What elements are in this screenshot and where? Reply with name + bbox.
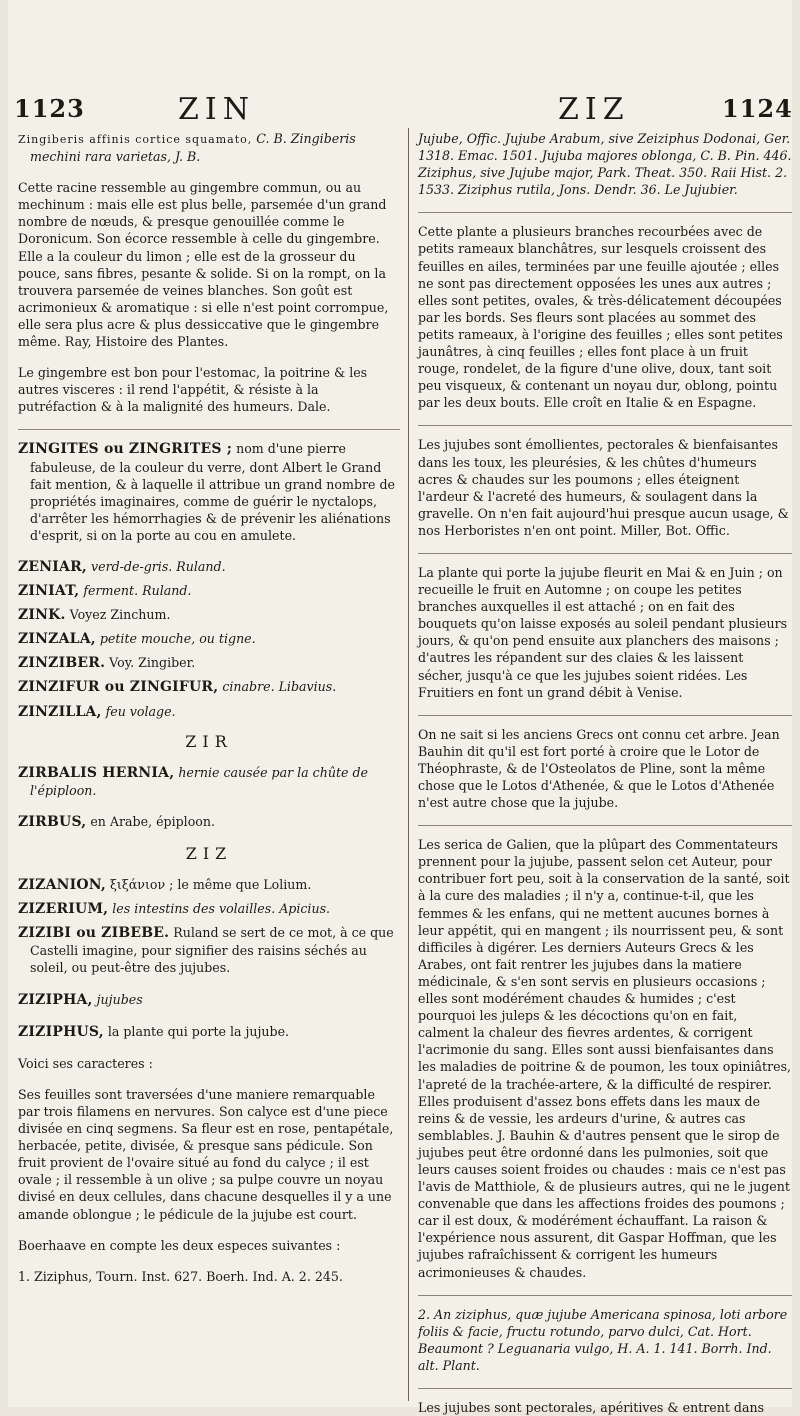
entry-zinziber xyxy=(18,654,400,672)
paragraph: Les jujubes sont pectorales, apéritives & entrent dans xyxy=(418,1400,765,1415)
right-running-head: ZIZ xyxy=(558,92,630,127)
entry-headword: ZINZIFUR ou ZINGIFUR, xyxy=(18,679,219,696)
entry-zinzala xyxy=(18,630,400,648)
entry-text: C. B. Zingiberis mechini rara varietas, J. B. xyxy=(30,131,356,165)
entry-headword: ZINZILLA, xyxy=(18,703,102,720)
entry-text: Voy. Zingiber. xyxy=(109,655,196,671)
paragraph: Cette plante a plusieurs branches recourbées avec de petits rameaux blanchâtres, sur lesquels croissent des feuilles en ailes, terminées par une feuille ajoutée ; elles ne sont pas directement opposées les unes aux autres ; elles sont petites, ovales, & très-délicatement découpées par les bords. Ses fleurs sont placées au sommet des petits rameaux, à l'origine des feuilles ; elles sont petites jaunâtres, à cinq feuilles ; elles font place à un fruit rouge, rondelet, de la figure d'une olive, doux, tant soit peu visqueux, & contenant un noyau dur, oblong, pointu par les deux bouts. Elle croît en Italie & en Espagne. xyxy=(418,224,783,411)
paragraph: Ses feuilles sont traversées d'une maniere remarquable par trois filamens en nervures. Son calyce est d'une piece divisée en cinq segmens. Sa fleur est en rose, pentapétale, herbacée, petite, divisée, & presque sans pédicule. Son fruit provient de l'ovaire situé au fond du calyce ; il est ovale ; il ressemble à un olive ; sa pulpe couvre un noyau divisé en deux cellules, dans chacune desquelles il y a une amande oblongue ; le pédicule de la jujube est court. xyxy=(18,1086,394,1222)
paragraph: Jujube, Offic. Jujube Arabum, sive Zeiziphus Dodonai, Ger. 1318. Emac. 1501. Jujuba majores oblonga, C. B. Pin. 446. Ziziphus, sive Jujube major, Park. Theat. 350. Raii Hist. 2. 1533. Ziziphus rutila, Jons. Dendr. 36. Le Jujubier. xyxy=(418,131,792,198)
paragraph: Le gingembre est bon pour l'estomac, la poitrine & les autres visceres : il rend l'appétit, & résiste à la putréfaction & à la malignité des humeurs. Dale. xyxy=(18,365,368,415)
left-running-head: ZIN xyxy=(178,92,255,127)
entry-headword: ZIZIPHUS, xyxy=(18,1023,104,1040)
entry-headword: ZIZIPHA, xyxy=(18,991,93,1008)
entry-text: nom d'une pierre fabuleuse, de la couleur du verre, dont Albert le Grand fait mention, & à laquelle il attribue un grand nombre de propriétés imaginaires, comme de guérir le nyctalops, d'arrêter les hémorrhagies & de prévenir les aliénations d'esprit, si on la porte au cou en amulete. xyxy=(30,441,395,543)
column-rule xyxy=(408,128,409,1401)
entry-text: ξιξάνιον ; le même que Lolium. xyxy=(109,877,312,893)
entry-text: la plante qui porte la jujube. xyxy=(107,1023,290,1039)
section-heading-ziz: ZIZ xyxy=(185,844,233,863)
entry-text: en Arabe, épiploon. xyxy=(90,813,215,829)
left-column xyxy=(18,130,400,1399)
entry-zeniar xyxy=(18,558,400,576)
entry-text: feu volage. xyxy=(105,703,176,719)
entry-text: petite mouche, ou tigne. xyxy=(99,631,256,647)
entry-text: hernie causée par la chûte de l'épiploon. xyxy=(30,764,368,798)
entry-zinzifur xyxy=(18,678,400,696)
entry-zirbalis xyxy=(18,764,400,799)
entry-zinzilla xyxy=(18,703,400,721)
separator xyxy=(418,825,792,826)
entry-text: ferment. Ruland. xyxy=(83,583,192,599)
entry-headword: ZINZALA, xyxy=(18,631,96,648)
paragraph: Cette racine ressemble au gingembre commun, ou au mechinum : mais elle est plus belle, parsemée d'un grand nombre de nœuds, & presque genouillée comme le Doronicum. Son écorce ressemble à celle du gingembre. Elle a la couleur du limon ; elle est de la grosseur du pouce, sans fibres, pesante & solide. Si on la rompt, on la trouvera parsemée de veines blanches. Son goût est acrimonieux & aromatique : si elle n'est point corrompue, elle sera plus acre & plus dessiccative que le gingembre même. Ray, Histoire des Plantes. xyxy=(18,180,389,350)
entry-zingites xyxy=(18,440,400,544)
entry-zizipha xyxy=(18,991,400,1009)
separator xyxy=(418,553,792,554)
entry-text: Ruland se sert de ce mot, à ce que Castelli imagine, pour signifier des raisins séchés au soleil, ou peut-être des jujubes. xyxy=(30,925,394,976)
entry-headword: ZIZIBI ou ZIBEBE. xyxy=(18,925,170,942)
entry-zizanion xyxy=(18,876,400,894)
separator xyxy=(418,212,792,213)
entry-headword: ZIZERIUM, xyxy=(18,901,109,918)
entry-text: Voyez Zinchum. xyxy=(69,607,171,623)
paragraph: 2. An ziziphus, quæ jujube Americana spinosa, loti arbore foliis & facie, fructu rotundo, parvo dulci, Cat. Hort. Beaumont ? Leguanaria vulgo, H. A. 1. 141. Borrh. Ind. alt. Plant. xyxy=(418,1306,788,1373)
separator xyxy=(18,429,400,430)
entry-text: verd-de-gris. Ruland. xyxy=(91,558,226,574)
entry-zirbus xyxy=(18,813,400,831)
paragraph: 1. Ziziphus, Tourn. Inst. 627. Boerh. Ind. A. 2. 245. xyxy=(18,1268,343,1284)
entry-zingiberis xyxy=(18,130,400,165)
section-heading-zir: ZIR xyxy=(185,731,233,751)
entry-headword: ZINK. xyxy=(18,607,66,624)
entry-text: les intestins des volailles. Apicius. xyxy=(112,901,331,917)
entry-headword: ZIRBALIS HERNIA, xyxy=(18,764,175,781)
separator xyxy=(418,1295,792,1296)
paragraph: Les serica de Galien, que la plûpart des Commentateurs prennent pour la jujube, passent selon cet Auteur, pour contribuer fort peu, soit à la conservation de la santé, soit à la cure des maladies ; il n'y a, continue-t-il, que les femmes & les enfans, qui ne mettent aucunes bornes à leur appétit, qui en mangent ; ils nourrissent peu, & sont difficiles à digérer. Les derniers Auteurs Grecs & les Arabes, ont fait rentrer les jujubes dans la matiere médicinale, & s'en sont servis en plusieurs occasions ; elles sont modérément chaudes & humides ; c'est pourquoi les juleps & les décoctions qu'on en fait, calment la chaleur des fievres ardentes, & corrigent l'acrimonie du sang. Elles sont aussi bienfaisantes dans les maladies de poitrine & de poumon, les toux opiniâtres, l'apreté de la trachée-artere, & la difficulté de respirer. Elles produisent d'assez bons effets dans les maux de reins & de vessie, les ardeurs d'urine, & autres cas semblables. J. Bauhin & d'autres pensent que le sirop de jujubes peut être ordonné dans les pulmonies, soit que leurs causes soient froides ou chaudes : mais ce n'est pas l'avis de Matthiole, & de plusieurs autres, qui ne le jugent convenable que dans les affections froides des poumons ; car il est doux, & modérément échauffant. La raison & l'expérience nous assurent, dit Gaspar Hoffman, que les jujubes rafraîchissent & corrigent les humeurs acrimonieuses & chaudes. xyxy=(418,837,792,1280)
paragraph: Les jujubes sont émollientes, pectorales & bienfaisantes dans les toux, les pleurésies, & les chûtes d'humeurs acres & chaudes sur les poumons ; elles éteignent l'ardeur & l'acreté des humeurs, & soulagent dans la gravelle. On n'en fait aujourd'hui presque aucun usage, & nos Herboristes n'en ont point. Miller, Bot. Offic. xyxy=(418,437,789,538)
entry-headword: ZIZANION, xyxy=(18,877,106,894)
entry-headword: ZINIAT, xyxy=(18,583,80,600)
separator xyxy=(418,425,792,426)
entry-text: cinabre. Libavius. xyxy=(222,679,337,695)
entry-headword: ZENIAR, xyxy=(18,558,88,575)
right-page-number: 1124 xyxy=(722,94,793,123)
separator xyxy=(418,1388,792,1389)
entry-ziziphus xyxy=(18,1023,400,1041)
entry-headword: ZINZIBER. xyxy=(18,655,106,672)
entry-ziniat xyxy=(18,582,400,600)
separator xyxy=(418,715,792,716)
book-page xyxy=(8,0,793,1415)
paragraph: Boerhaave en compte les deux especes suivantes : xyxy=(18,1237,341,1253)
paragraph: La plante qui porte la jujube fleurit en Mai & en Juin ; on recueille le fruit en Automne ; on coupe les petites branches auxquelles il est attaché ; on en fait des bouquets qu'on laisse exposés au soleil pendant plusieurs jours, & qu'on pend ensuite aux planchers des maisons ; d'autres les répandent sur des claies & les laissent sécher, jusqu'à ce que les jujubes soient ridées. Les Fruitiers en font un grand débit à Venise. xyxy=(418,564,788,700)
paragraph: On ne sait si les anciens Grecs ont connu cet arbre. Jean Bauhin dit qu'il est fort porté à croire que le Lotor de Théophraste, & de l'Osteolatos de Pline, sont la même chose que le Lotos d'Athenée, & que le Lotos d'Athenée n'est autre chose que la jujube. xyxy=(418,726,780,811)
entry-zizibi xyxy=(18,924,400,976)
paragraph: Voici ses caracteres : xyxy=(18,1055,153,1071)
right-column xyxy=(418,130,792,1415)
entry-zink xyxy=(18,606,400,624)
entry-headword: Zingiberis affinis cortice squamato, xyxy=(18,133,253,146)
entry-headword: ZIRBUS, xyxy=(18,813,87,830)
entry-headword: ZINGITES ou ZINGRITES ; xyxy=(18,441,233,458)
left-page-number: 1123 xyxy=(14,94,85,123)
entry-text: jujubes xyxy=(96,991,143,1007)
entry-zizerium xyxy=(18,900,400,918)
